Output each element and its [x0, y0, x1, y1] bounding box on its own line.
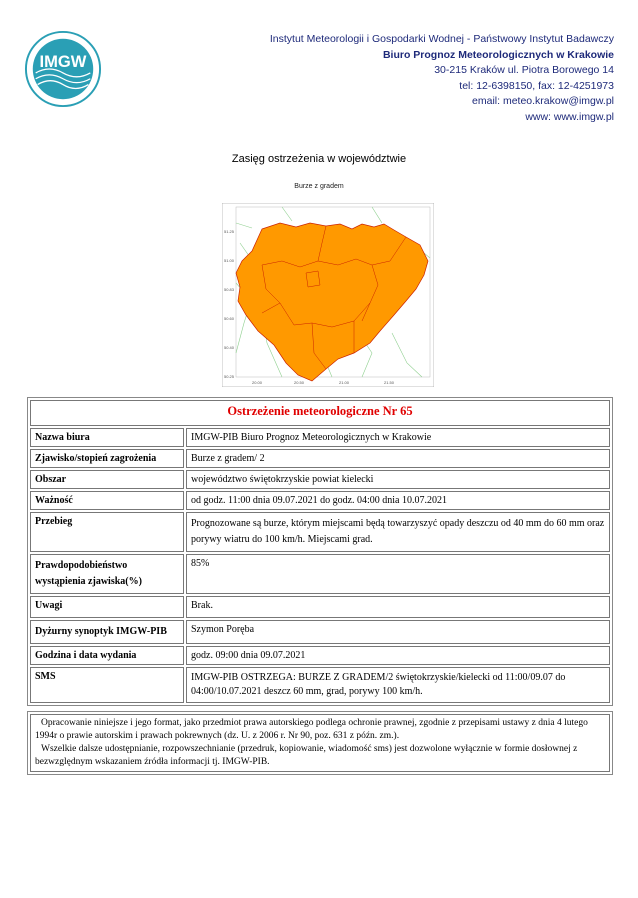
row-label-course: Przebieg — [30, 512, 184, 552]
svg-text:50.25: 50.25 — [224, 374, 235, 379]
row-label-remarks: Uwagi — [30, 596, 184, 618]
row-value-validity: od godz. 11:00 dnia 09.07.2021 do godz. 04:00 dnia 10.07.2021 — [186, 491, 610, 510]
table-row — [30, 646, 610, 665]
row-value-office: IMGW-PIB Biuro Prognoz Meteorologicznych w Krakowie — [186, 428, 610, 447]
phone-fax: tel: 12-6398150, fax: 12-4251973 — [459, 79, 614, 92]
map-subtitle: Burze z gradem — [294, 183, 344, 190]
institution-header — [270, 32, 614, 125]
imgw-logo — [24, 30, 102, 108]
copyright-box — [27, 711, 613, 775]
svg-text:21.00: 21.00 — [339, 380, 350, 385]
row-value-issued: godz. 09:00 dnia 09.07.2021 — [186, 646, 610, 665]
row-label-issued: Godzina i data wydania — [30, 646, 184, 665]
row-label-forecaster: Dyżurny synoptyk IMGW-PIB — [30, 620, 184, 644]
email: email: meteo.krakow@imgw.pl — [472, 95, 614, 107]
row-value-sms: IMGW-PIB OSTRZEGA: BURZE Z GRADEM/2 świętokrzyskie/kielecki od 11:00/09.07 do 04:00/10.07.2021 deszcz 60 mm, grad, porywy 100 km/h. — [186, 667, 610, 703]
row-label-sms: SMS — [30, 667, 184, 703]
warning-map — [222, 203, 434, 387]
institution-name: Instytut Meteorologii i Gospodarki Wodnej - Państwowy Instytut Badawczy — [269, 33, 614, 45]
address: 30-215 Kraków ul. Piotra Borowego 14 — [434, 64, 614, 76]
table-row — [30, 491, 610, 510]
copyright-notice: Opracowanie niniejsze i jego format, jako przedmiot prawa autorskiego podlega ochronie prawnej, zgodnie z przepisami ustawy z dnia 4 lutego 1994r o prawie autorskim i prawach pokrewnych (dz. U. z 2006 r. Nr 90, poz. 631 z późn. zm.). — [35, 718, 588, 741]
svg-text:20.50: 20.50 — [294, 380, 305, 385]
row-value-area: województwo świętokrzyskie powiat kielecki — [186, 470, 610, 489]
table-row — [30, 449, 610, 468]
map-title: Zasięg ostrzeżenia w województwie — [231, 153, 407, 165]
table-row — [30, 620, 610, 644]
table-row — [30, 554, 610, 594]
row-value-remarks: Brak. — [186, 596, 610, 618]
logo-text: IMGW — [39, 52, 87, 72]
svg-text:51.25: 51.25 — [224, 229, 235, 234]
svg-text:50.40: 50.40 — [224, 345, 235, 350]
row-label-validity: Ważność — [30, 491, 184, 510]
svg-text:50.60: 50.60 — [224, 316, 235, 321]
table-title-row — [30, 400, 610, 426]
row-label-phenomenon: Zjawisko/stopień zagrożenia — [30, 449, 184, 468]
row-value-forecaster: Szymon Poręba — [186, 620, 610, 644]
office-name: Biuro Prognoz Meteorologicznych w Krakowie — [382, 48, 614, 61]
row-value-probability: 85% — [186, 554, 610, 594]
warning-title: Ostrzeżenie meteorologiczne Nr 65 — [30, 400, 610, 426]
row-value-phenomenon: Burze z gradem/ 2 — [186, 449, 610, 468]
table-row — [30, 512, 610, 552]
row-label-area: Obszar — [30, 470, 184, 489]
row-label-probability: Prawdopodobieństwo wystąpienia zjawiska(%) — [30, 554, 184, 594]
distribution-notice: Wszelkie dalsze udostępnianie, rozpowszechnianie (przedruk, kopiowanie, wiadomość sms) jest dozwolone wyłącznie w formie dosłownej z bezwzględnym wskazaniem źródła informacji tj. IMGW-PIB. — [35, 744, 578, 767]
table-row — [30, 428, 610, 447]
warning-table — [27, 397, 613, 706]
table-row — [30, 667, 610, 703]
svg-text:51.00: 51.00 — [224, 258, 235, 263]
table-row — [30, 596, 610, 618]
svg-text:50.83: 50.83 — [224, 287, 235, 292]
row-label-office: Nazwa biura — [30, 428, 184, 447]
website: www: www.imgw.pl — [525, 110, 614, 123]
row-value-course: Prognozowane są burze, którym miejscami będą towarzyszyć opady deszczu od 40 mm do 60 mm oraz porywy wiatru do 100 km/h. Miejscami grad. — [186, 512, 610, 552]
svg-text:21.50: 21.50 — [384, 380, 395, 385]
svg-text:20.00: 20.00 — [252, 380, 263, 385]
table-row — [30, 470, 610, 489]
